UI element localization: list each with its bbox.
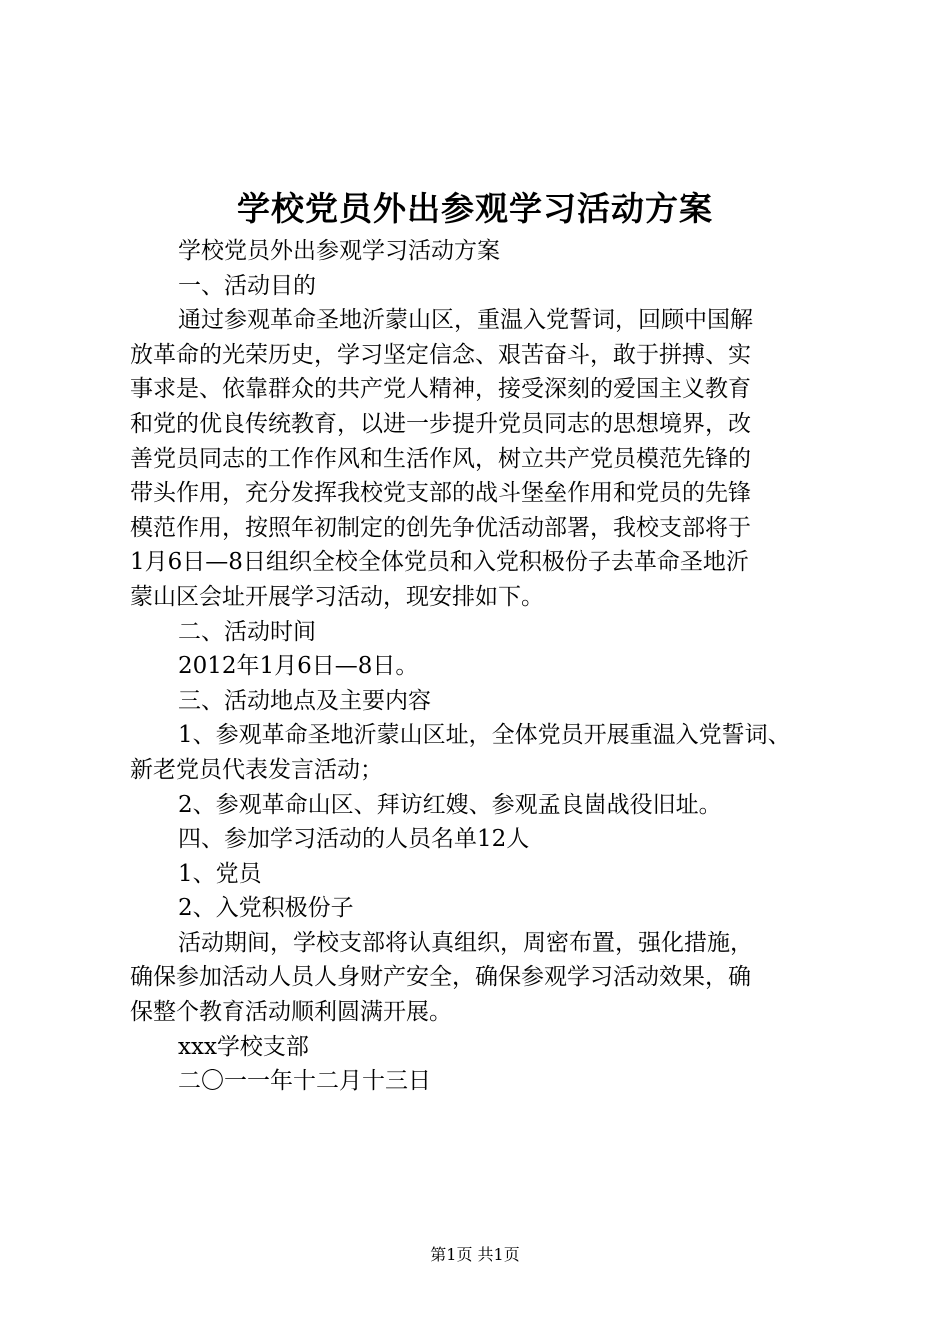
- section-heading-time: 二、活动时间: [178, 618, 316, 645]
- paragraph-line: 放革命的光荣历史，学习坚定信念、艰苦奋斗，敢于拼搏、实: [130, 341, 751, 368]
- page-number: 第1页 共1页: [430, 1245, 520, 1264]
- participants-item-2: 2、入党积极份子: [178, 895, 354, 922]
- section-heading-participants: 四、参加学习活动的人员名单12人: [178, 826, 530, 853]
- document-body: [130, 234, 840, 1099]
- section-heading-purpose: 一、活动目的: [178, 272, 316, 299]
- paragraph-line: 带头作用，充分发挥我校党支部的战斗堡垒作用和党员的先锋: [130, 480, 751, 507]
- closing-paragraph: [130, 926, 840, 1030]
- purpose-paragraph: [130, 303, 840, 614]
- location-item-1: [130, 718, 840, 787]
- document-date: 二〇一一年十二月十三日: [178, 1068, 431, 1095]
- paragraph-line: 活动期间，学校支部将认真组织，周密布置，强化措施，: [178, 929, 753, 956]
- subtitle: 学校党员外出参观学习活动方案: [178, 238, 500, 264]
- paragraph-line: 1月6日—8日组织全校全体党员和入党积极份子去革命圣地沂: [130, 549, 749, 576]
- paragraph-line: 保整个教育活动顺利圆满开展。: [130, 999, 452, 1026]
- paragraph-line: 通过参观革命圣地沂蒙山区，重温入党誓词，回顾中国解: [178, 307, 753, 334]
- signature: xxx学校支部: [178, 1033, 309, 1060]
- paragraph-line: 模范作用，按照年初制定的创先争优活动部署，我校支部将于: [130, 514, 751, 541]
- paragraph-line: 事求是、依靠群众的共产党人精神，接受深刻的爱国主义教育: [130, 376, 751, 403]
- document-title: 学校党员外出参观学习活动方案: [237, 189, 713, 228]
- paragraph-line: 新老党员代表发言活动；: [130, 756, 383, 783]
- activity-time: 2012年1月6日—8日。: [178, 653, 419, 680]
- paragraph-line: 和党的优良传统教育，以进一步提升党员同志的思想境界，改: [130, 410, 751, 437]
- paragraph-line: 确保参加活动人员人身财产安全，确保参观学习活动效果，确: [130, 964, 751, 991]
- paragraph-line: 善党员同志的工作作风和生活作风，树立共产党员模范先锋的: [130, 445, 751, 472]
- participants-item-1: 1、党员: [178, 860, 262, 887]
- location-item-2: 2、参观革命山区、拜访红嫂、参观孟良崮战役旧址。: [178, 791, 722, 818]
- paragraph-line: 蒙山区会址开展学习活动，现安排如下。: [130, 583, 544, 610]
- paragraph-line: 1、参观革命圣地沂蒙山区址，全体党员开展重温入党誓词、: [178, 722, 791, 749]
- section-heading-location: 三、活动地点及主要内容: [178, 687, 431, 714]
